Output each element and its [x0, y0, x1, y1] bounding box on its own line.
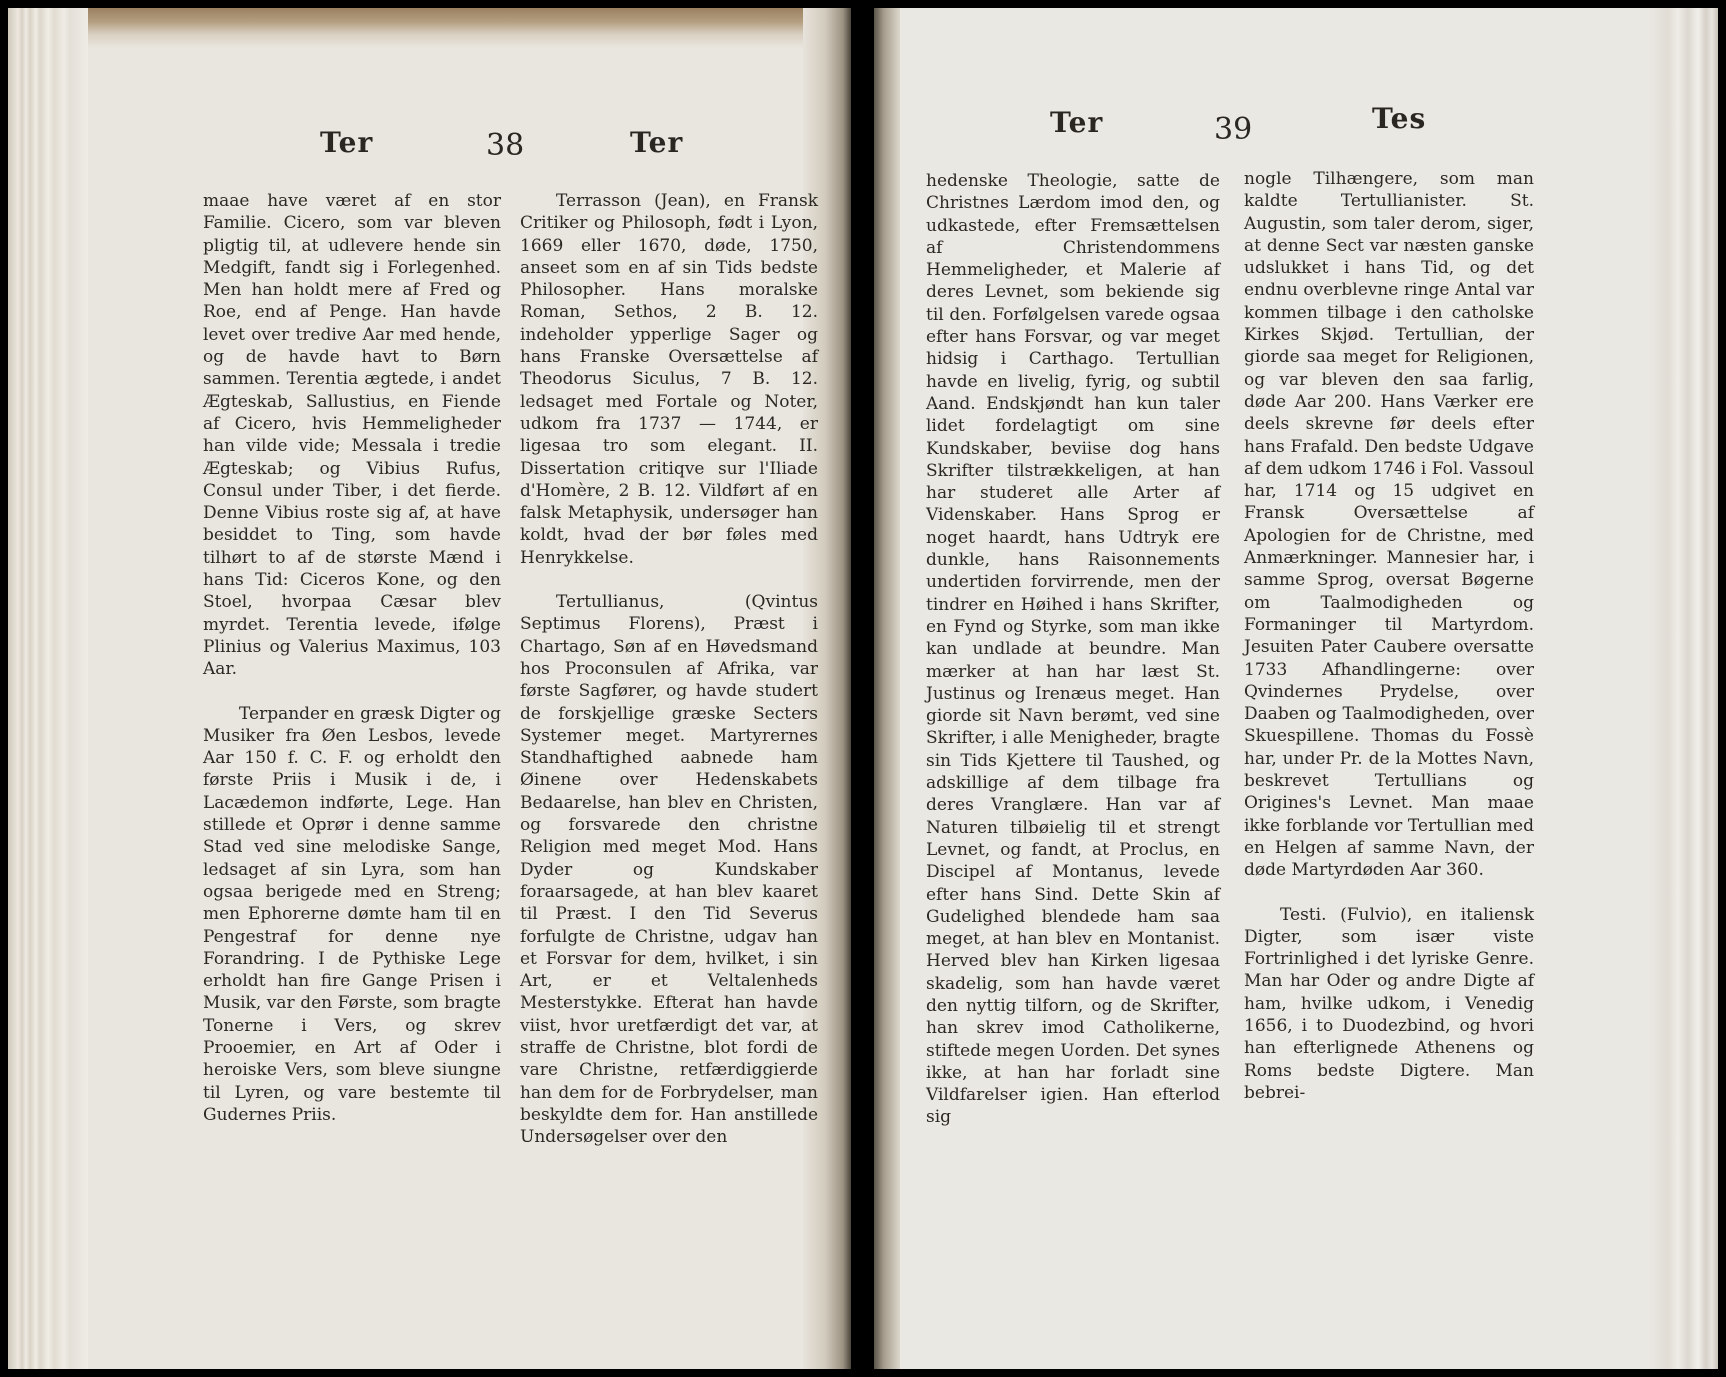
right-page-column-1 — [926, 170, 1220, 1129]
page-number-right: 39 — [1214, 112, 1253, 147]
right-page-column-2 — [1244, 168, 1534, 1104]
right-page — [874, 8, 1718, 1369]
entry-tertullianus-cont: hedenske Theologie, satte de Christnes Lærdom imod den, og udkastede, efter Fremsættelsen af Christendommens Hemmeligheder, et Malerie af deres Levnet, som bekiende sig til den. Forfølgelsen varede ogsaa efter hans Forsvar, og var meget hidsig i Carthago. Tertullian havde en livelig, fyrig, og subtil Aand. Endskjøndt han kun taler lidet fordelagtigt om sine Kundskaber, beviise dog hans Skrifter tilstrækkeligen, at han har studeret alle Arter af Videnskaber. Hans Sprog er noget haardt, hans Udtryk ere dunkle, hans Raisonnements undertiden forvirrende, men der tindrer en Høihed i hans Skrifter, en Fynd og Styrke, som man ikke kan undlade at beundre. Man mærker at han har læst St. Justinus og Irenæus meget. Han giorde sit Navn berømt, ved sine Skrifter, i alle Menigheder, bragte sin Tids Kjettere til Taushed, og adskillige af dem tilbage fra deres Vranglære. Han var af Naturen tilbøielig til et strengt Levnet, og fandt, at Proclus, en Discipel af Montanus, levede efter hans Sind. Dette Skin af Gudelighed blendede ham saa meget, at han blev en Montanist. Herved blev han Kirken ligesaa skadelig, som han havde været den nyttig tilforn, og de Skrifter, han skrev imod Catholikerne, stiftede megen Uorden. Det synes ikke, at han har forladt sine Vildfarelser igien. Han efterlod sig — [926, 171, 1220, 1128]
entry-terpander: Terpander en græsk Digter og Musiker fra Øen Lesbos, levede Aar 150 f. C. F. og erholdt den første Priis i Musik i de, i Lacædemon indførte, Lege. Han stillede et Oprør i denne samme Stad ved sine melodiske Sange, ledsaget af sin Lyra, som han ogsaa berigede med en Streng; men Ephorerne dømte ham til en Pengestraf for denne nye Forandring. I de Pythiske Lege erholdt han fire Gange Prisen i Musik, var den Første, som bragte Tonerne i Vers, og skrev Prooemier, en Art af Oder i heroiske Vers, som bleve siungne til Lyren, og vare bestemte til Gudernes Priis. — [203, 703, 501, 1125]
running-head-left: Ter — [320, 126, 374, 159]
book-gutter-right — [874, 8, 900, 1369]
entry-terrasson: Terrasson (Jean), en Fransk Critiker og Philosoph, født i Lyon, 1669 eller 1670, døde, 1750, anseet som en af sin Tids bedste Philosopher. Hans moralske Roman, Sethos, 2 B. 12. indeholder ypperlige Sager og hans Franske Oversættelse af Theodorus Siculus, 7 B. 12. ledsaget med Fortale og Noter, udkom fra 1737 — 1744, er ligesaa tro som elegant. II. Dissertation critiqve sur l'Iliade d'Homère, 2 B. 12. Vildført af en falsk Metaphysik, undersøger han koldt, hvad der bør føles med Henrykkelse. — [520, 191, 818, 568]
book-cover-top — [8, 8, 851, 48]
entry-tertullianus-end: nogle Tilhængere, som man kaldte Tertullianister. St. Augustin, som taler derom, siger, at denne Sect var næsten ganske udslukket i hans Tid, og det endnu overblevne ringe Antal var kommen tilbage i den catholske Kirkes Skjød. Tertullian, der giorde saa meget for Religionen, og var bleven den saa farlig, døde Aar 200. Hans Værker ere deels skrevne før deels efter hans Frafald. Den bedste Udgave af dem udkom 1746 i Fol. Vassoul har, 1714 og 15 udgivet en Fransk Oversættelse af Apologien for de Christne, med Anmærkninger. Mannesier har, i samme Sprog, oversat Bøgerne om Taalmodigheden og Formaninger til Martyrdom. Jesuiten Pater Caubere oversatte 1733 Afhandlingerne: over Qvindernes Prydelse, over Daaben og Taalmodigheden, over Skuespillene. Thomas du Fossè har, under Pr. de la Mottes Navn, beskrevet Tertullians og Origines's Levnet. Man maae ikke forblande vor Tertullian med en Helgen af samme Navn, der døde Martyrdøden Aar 360. — [1244, 169, 1534, 881]
entry-terentia-cont: maae have været af en stor Familie. Cicero, som var bleven pligtig til, at udlevere hende sin Medgift, fandt sig i Forlegenhed. Men han holdt mere af Fred og Roe, end af Penge. Han havde levet over tredive Aar med hende, og de havde havt to Børn sammen. Terentia ægtede, i andet Ægteskab, Sallustius, en Fiende af Cicero, hvis Hemmeligheder han vilde vide; Messala i tredie Ægteskab; og Vibius Rufus, Consul under Tiber, i det fierde. Denne Vibius roste sig af, at have besiddet to Ting, som havde tilhørt to af de største Mænd i hans Tid: Ciceros Kone, og den Stoel, hvorpaa Cæsar blev myrdet. Terentia levede, ifølge Plinius og Valerius Maximus, 103 Aar. — [203, 191, 501, 680]
page-number-left: 38 — [486, 128, 525, 163]
running-head-right: Tes — [1372, 102, 1427, 135]
entry-tertullianus: Tertullianus, (Qvintus Septimus Florens), Præst i Chartago, Søn af en Høvedsmand hos Proconsulen af Afrika, var første Sagfører, og havde studert de forskjellige græske Secters Systemer meget. Martyrernes Standhaftighed aabnede ham Øinene over Hedenskabets Bedaarelse, han blev en Christen, og forsvarede den christne Religion med meget Mod. Hans Dyder og Kundskaber foraarsagede, at han blev kaaret til Præst. I den Tid Severus forfulgte de Christne, udgav han et Forsvar for dem, hvilket, i sin Art, er et Veltalenheds Mesterstykke. Efterat han havde viist, hvor uretfærdigt det var, at straffe de Christne, blot fordi de vare Christne, retfærdiggierde han dem for de Forbrydelser, man beskyldte dem for. Han anstillede Undersøgelser over den — [520, 592, 818, 1148]
running-head-left: Ter — [1050, 106, 1104, 139]
running-head-right: Ter — [630, 126, 684, 159]
page-edges-left — [8, 8, 88, 1369]
entry-testi: Testi. (Fulvio), en italiensk Digter, som især viste Fortrinlighed i det lyriske Genre. Man har Oder og andre Digte af ham, hvilke udkom, i Venedig 1656, i to Duodezbind, og hvori han efterlignede Athenens og Roms bedste Digtere. Man bebrei- — [1244, 904, 1534, 1103]
left-page-column-1 — [203, 190, 501, 1126]
left-page — [8, 8, 851, 1369]
left-page-column-2 — [520, 190, 818, 1148]
page-edges-right — [1648, 8, 1718, 1369]
